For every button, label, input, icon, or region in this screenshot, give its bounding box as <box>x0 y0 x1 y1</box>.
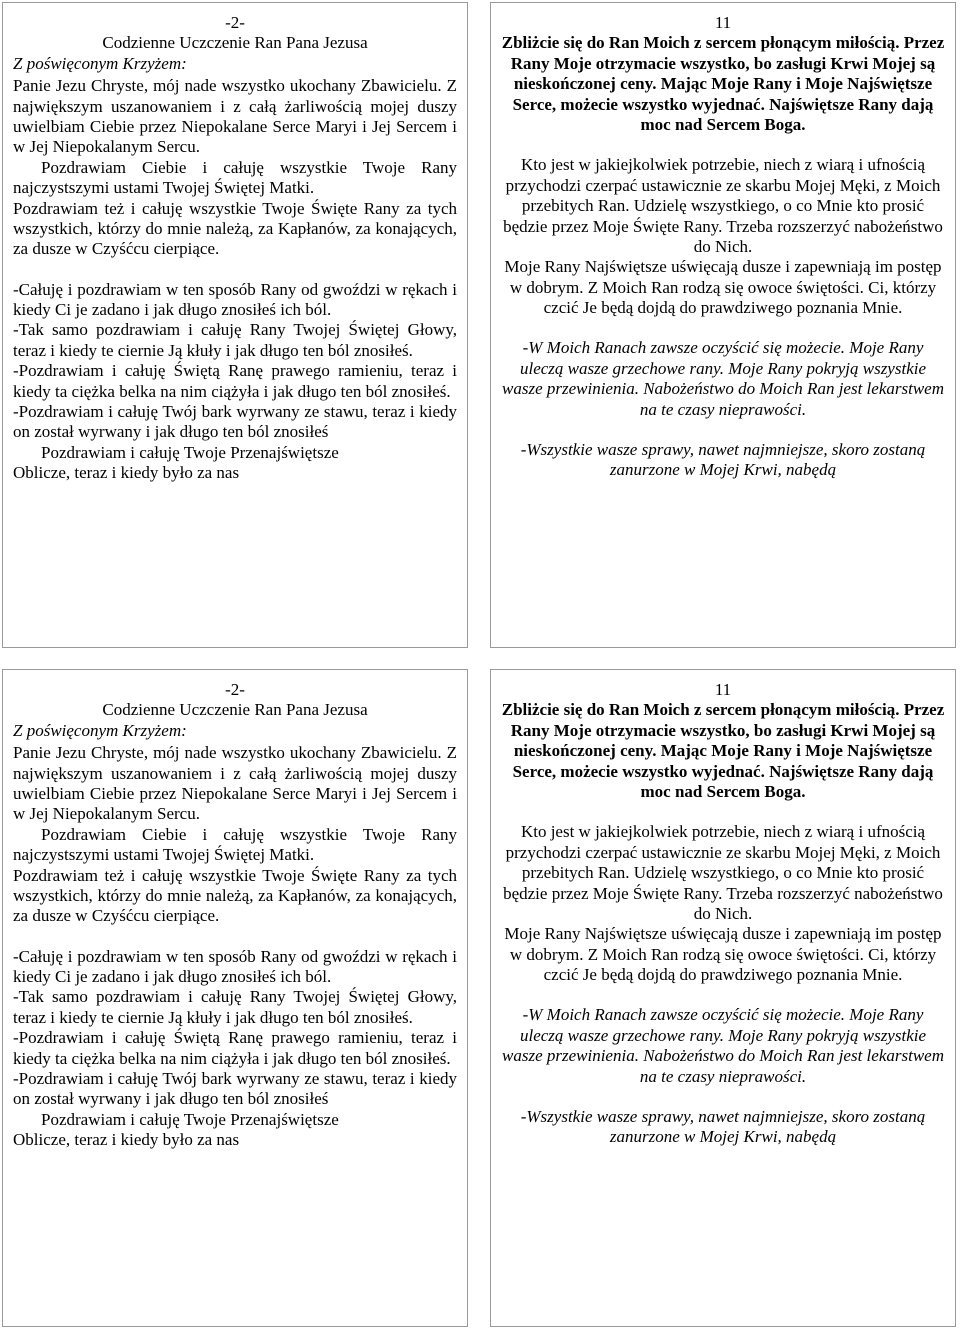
page-number: -2- <box>225 680 245 699</box>
prayer-paragraph: Oblicze, teraz i kiedy było za nas <box>13 463 240 483</box>
page-number: -2- <box>225 13 245 32</box>
prayer-paragraph: -Pozdrawiam i całuję Twój bark wyrwany ze stawu, teraz i kiedy on został wyrwany i jak długo ten ból znosiłeś <box>13 1069 457 1109</box>
prayer-paragraph: Panie Jezu Chryste, mój nade wszystko ukochany Zbawicielu. Z największym uszanowaniem i z całą żarliwością mojej duszy uwielbiam Ciebie przez Niepokalane Serce Maryi i Jej Sercem i w Jej Niepokalanym Sercu. <box>13 743 457 824</box>
promise-paragraph: Moje Rany Najświętsze uświęcają dusze i zapewniają im postęp w dobrym. Z Moich Ran rodzą się owoce świętości. Ci, którzy czcić Je będą dojdą do prawdziwego poznania Mnie. <box>504 924 942 985</box>
prayer-paragraph: Pozdrawiam i całuję Twoje Przenajświętsze <box>41 442 339 462</box>
prayer-paragraph: -Tak samo pozdrawiam i całuję Rany Twojej Świętej Głowy, teraz i kiedy te ciernie Ją kłuły i jak długo ten ból znosiłeś. <box>13 987 457 1027</box>
promise-paragraph: Moje Rany Najświętsze uświęcają dusze i zapewniają im postęp w dobrym. Z Moich Ran rodzą się owoce świętości. Ci, którzy czcić Je będą dojdą do prawdziwego poznania Mnie. <box>504 257 942 318</box>
promise-paragraph: Kto jest w jakiejkolwiek potrzebie, niech z wiarą i ufnością przychodzi czerpać ustawicznie ze skarbu Mojej Męki, z Moich przebitych Ran. Udzielę wszystkiego, o co Mnie kto prosić będzie przez Moje Święte Rany. Trzeba rozszerzyć nabożeństwo do Nich. <box>503 822 943 923</box>
prayer-paragraph: -Tak samo pozdrawiam i całuję Rany Twojej Świętej Głowy, teraz i kiedy te ciernie Ją kłuły i jak długo ten ból znosiłeś. <box>13 320 457 360</box>
promise-italic-paragraph: -W Moich Ranach zawsze oczyścić się możecie. Moje Rany uleczą wasze grzechowe rany. Moje Rany pokryją wszystkie wasze przewinienia. Nabożeństwo do Moich Ran jest lekarstwem na te czasy nieprawości. <box>502 338 944 419</box>
promise-paragraph: Kto jest w jakiejkolwiek potrzebie, niech z wiarą i ufnością przychodzi czerpać ustawicznie ze skarbu Mojej Męki, z Moich przebitych Ran. Udzielę wszystkiego, o co Mnie kto prosić będzie przez Moje Święte Rany. Trzeba rozszerzyć nabożeństwo do Nich. <box>503 155 943 256</box>
page-left-bottom <box>2 669 468 1327</box>
page-right-top <box>490 2 956 648</box>
prayer-paragraph: Pozdrawiam Ciebie i całuję wszystkie Twoje Rany najczystszymi ustami Twojej Świętej Matki. <box>13 157 457 198</box>
page-right-bottom <box>490 669 956 1327</box>
prayer-paragraph: Pozdrawiam Ciebie i całuję wszystkie Twoje Rany najczystszymi ustami Twojej Świętej Matki. <box>13 824 457 865</box>
prayer-paragraph: -Całuję i pozdrawiam w ten sposób Rany od gwoździ w rękach i kiedy Ci je zadano i jak długo znosiłeś ich ból. <box>13 279 457 320</box>
prayer-title: Codzienne Uczczenie Ran Pana Jezusa <box>102 700 368 720</box>
promise-bold-paragraph: Zbliżcie się do Ran Moich z sercem płonącym miłością. Przez Rany Moje otrzymacie wszystko, bo zasługi Krwi Mojej są nieskończonej ceny. Mając Moje Rany i Moje Najświętsze Serce, możecie wszystko wyjednać. Najświętsze Rany dają moc nad Sercem Boga. <box>501 33 945 134</box>
page-number: 11 <box>714 13 732 32</box>
prayer-title: Codzienne Uczczenie Ran Pana Jezusa <box>102 33 368 53</box>
page-left-top <box>2 2 468 648</box>
promise-bold-paragraph: Zbliżcie się do Ran Moich z sercem płonącym miłością. Przez Rany Moje otrzymacie wszystko, bo zasługi Krwi Mojej są nieskończonej ceny. Mając Moje Rany i Moje Najświętsze Serce, możecie wszystko wyjednać. Najświętsze Rany dają moc nad Sercem Boga. <box>501 700 945 801</box>
prayer-paragraph: Oblicze, teraz i kiedy było za nas <box>13 1130 240 1150</box>
prayer-paragraph: -Pozdrawiam i całuję Twój bark wyrwany ze stawu, teraz i kiedy on został wyrwany i jak długo ten ból znosiłeś <box>13 402 457 442</box>
prayer-paragraph: Pozdrawiam też i całuję wszystkie Twoje Święte Rany za tych wszystkich, którzy do mnie należą, za Kapłanów, za konających, za dusze w Czyśćcu cierpiące. <box>13 865 457 926</box>
prayer-subtitle: Z poświęconym Krzyżem: <box>13 53 187 73</box>
prayer-paragraph: Pozdrawiam też i całuję wszystkie Twoje Święte Rany za tych wszystkich, którzy do mnie należą, za Kapłanów, za konających, za dusze w Czyśćcu cierpiące. <box>13 198 457 259</box>
promise-italic-paragraph: -Wszystkie wasze sprawy, nawet najmniejsze, skoro zostaną zanurzone w Mojej Krwi, nabędą <box>520 1107 926 1147</box>
prayer-paragraph: -Pozdrawiam i całuję Świętą Ranę prawego ramieniu, teraz i kiedy ta ciężka belka na nim ciążyła i jak długo ten ból znosiłeś. <box>13 361 457 401</box>
prayer-paragraph: -Pozdrawiam i całuję Świętą Ranę prawego ramieniu, teraz i kiedy ta ciężka belka na nim ciążyła i jak długo ten ból znosiłeś. <box>13 1028 457 1068</box>
prayer-paragraph: -Całuję i pozdrawiam w ten sposób Rany od gwoździ w rękach i kiedy Ci je zadano i jak długo znosiłeś ich ból. <box>13 946 457 987</box>
prayer-subtitle: Z poświęconym Krzyżem: <box>13 720 187 740</box>
promise-italic-paragraph: -Wszystkie wasze sprawy, nawet najmniejsze, skoro zostaną zanurzone w Mojej Krwi, nabędą <box>520 440 926 480</box>
page-number: 11 <box>714 680 732 699</box>
promise-italic-paragraph: -W Moich Ranach zawsze oczyścić się możecie. Moje Rany uleczą wasze grzechowe rany. Moje Rany pokryją wszystkie wasze przewinienia. Nabożeństwo do Moich Ran jest lekarstwem na te czasy nieprawości. <box>502 1005 944 1086</box>
prayer-paragraph: Pozdrawiam i całuję Twoje Przenajświętsze <box>41 1109 339 1129</box>
prayer-paragraph: Panie Jezu Chryste, mój nade wszystko ukochany Zbawicielu. Z największym uszanowaniem i z całą żarliwością mojej duszy uwielbiam Ciebie przez Niepokalane Serce Maryi i Jej Sercem i w Jej Niepokalanym Sercu. <box>13 76 457 157</box>
